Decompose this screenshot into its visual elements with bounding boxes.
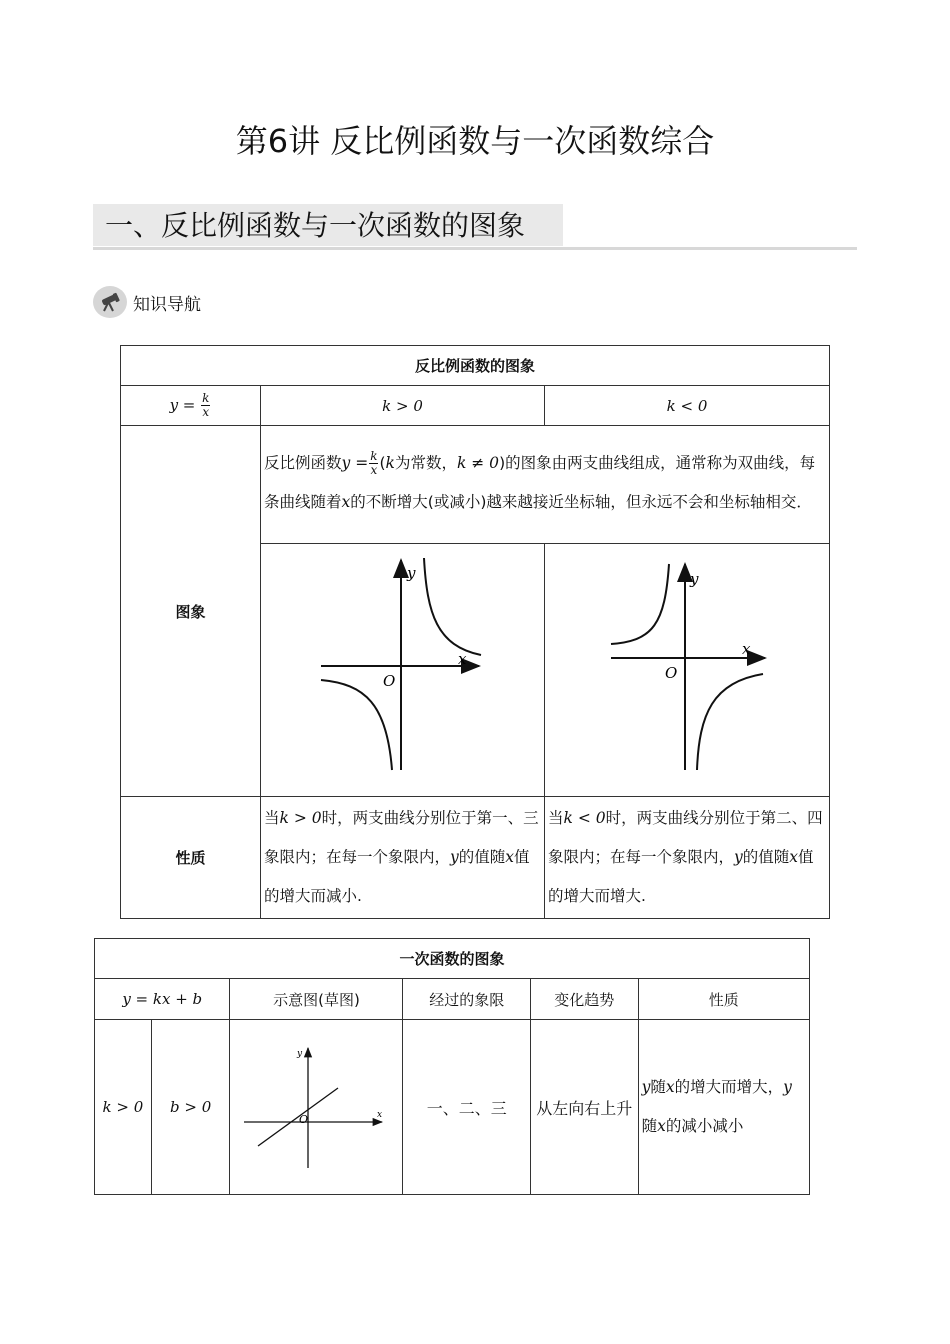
inverse-table-header: 反比例函数的图象	[121, 346, 830, 386]
cell-props	[638, 1020, 809, 1195]
props-text: 的值随	[458, 848, 506, 866]
col-k-negative: k < 0	[545, 386, 830, 426]
curve-quadrant-1	[424, 558, 481, 655]
curve-quadrant-2	[611, 564, 669, 644]
props-math: k > 0	[279, 809, 322, 827]
inverse-formula-cell	[121, 386, 261, 426]
linear-table-header: 一次函数的图象	[95, 939, 810, 979]
section-header	[93, 204, 857, 250]
cell-sketch	[230, 1020, 403, 1195]
knowledge-nav	[93, 286, 201, 318]
props-math: y	[734, 848, 743, 866]
linear-line	[258, 1088, 338, 1146]
inverse-description	[261, 426, 830, 544]
props-math: y	[783, 1078, 792, 1096]
props-k-positive	[261, 797, 545, 919]
telescope-icon	[93, 286, 127, 318]
col-sketch: 示意图(草图)	[230, 979, 403, 1020]
axis-label-x: x	[742, 640, 751, 658]
linear-sketch-graph	[230, 1020, 402, 1190]
props-math: x	[789, 848, 799, 866]
page-title: 第6讲 反比例函数与一次函数综合	[235, 122, 715, 160]
cell-b: b > 0	[151, 1020, 230, 1195]
desc-math: k ≠ 0	[456, 454, 500, 472]
props-text: 随	[650, 1078, 666, 1096]
desc-math: x	[341, 493, 351, 511]
props-text: 的值随	[742, 848, 790, 866]
desc-text: 为常数，	[394, 454, 457, 472]
graph-k-negative	[545, 544, 830, 797]
formula-lhs: y =	[169, 396, 196, 414]
props-text: 的减小减小	[665, 1117, 744, 1135]
props-math: k < 0	[563, 809, 606, 827]
origin-label: O	[383, 672, 396, 690]
formula-numerator: k	[202, 391, 210, 405]
axis-label-y: y	[690, 570, 699, 588]
graph-k-positive	[261, 544, 545, 797]
props-k-negative	[545, 797, 830, 919]
axis-label-y: y	[407, 564, 416, 582]
origin-label: O	[299, 1113, 309, 1126]
axis-label-x: x	[458, 650, 467, 668]
row-label-props: 性质	[121, 797, 261, 919]
props-text: 当	[548, 809, 564, 827]
linear-function-table	[94, 938, 810, 1195]
cell-trend: 从左向右上升	[531, 1020, 639, 1195]
desc-math: k	[385, 454, 395, 472]
col-trend: 变化趋势	[531, 979, 639, 1020]
axis-label-y: y	[297, 1049, 303, 1059]
props-math: x	[665, 1078, 675, 1096]
cell-k: k > 0	[95, 1020, 152, 1195]
desc-text: )的图象由两支曲线组成，通常称为双曲线，每条曲线随着	[264, 454, 816, 511]
props-text: 当	[264, 809, 280, 827]
props-text: 时，两支曲线分别位于第二、四象限内；在每一个象限内，	[548, 809, 823, 866]
props-math: y	[641, 1078, 651, 1096]
desc-fraction	[369, 450, 378, 477]
hyperbola-positive-graph	[261, 544, 544, 792]
desc-denominator: x	[370, 463, 378, 477]
desc-text: 的不断增大(或减小)越来越接近坐标轴，但永远不会和坐标轴相交．	[350, 493, 812, 511]
props-math: x	[657, 1117, 666, 1135]
props-text: 随	[641, 1117, 658, 1135]
col-quadrants: 经过的象限	[403, 979, 531, 1020]
axis-label-x: x	[377, 1110, 383, 1120]
inverse-function-table	[120, 345, 830, 919]
props-text: 值的增大而增大.	[548, 848, 814, 905]
props-math: y	[450, 848, 459, 866]
curve-quadrant-4	[697, 674, 763, 770]
props-math: x	[505, 848, 515, 866]
hyperbola-negative-graph	[545, 544, 829, 792]
cell-quadrants: 一、二、三	[403, 1020, 531, 1195]
desc-numerator: k	[370, 449, 378, 463]
formula-fraction	[201, 392, 210, 419]
col-formula: y = kx + b	[95, 979, 230, 1020]
desc-text: (	[379, 454, 386, 472]
props-text: 时，两支曲线分别位于第一、三象限内；在每一个象限内，	[264, 809, 539, 866]
row-label-graph: 图象	[121, 426, 261, 797]
desc-text: 反比例函数	[264, 454, 342, 472]
origin-label: O	[665, 664, 678, 682]
props-text: 值的增大而减小.	[264, 848, 530, 905]
col-props: 性质	[638, 979, 809, 1020]
section-title: 一、反比例函数与一次函数的图象	[105, 209, 526, 242]
curve-quadrant-3	[321, 680, 392, 770]
section-header-rule	[93, 247, 857, 250]
col-k-positive: k > 0	[261, 386, 545, 426]
props-text: 的增大而增大，	[674, 1078, 784, 1096]
nav-label: 知识导航	[133, 294, 201, 315]
desc-math: y =	[341, 454, 369, 472]
formula-denominator: x	[202, 405, 210, 419]
